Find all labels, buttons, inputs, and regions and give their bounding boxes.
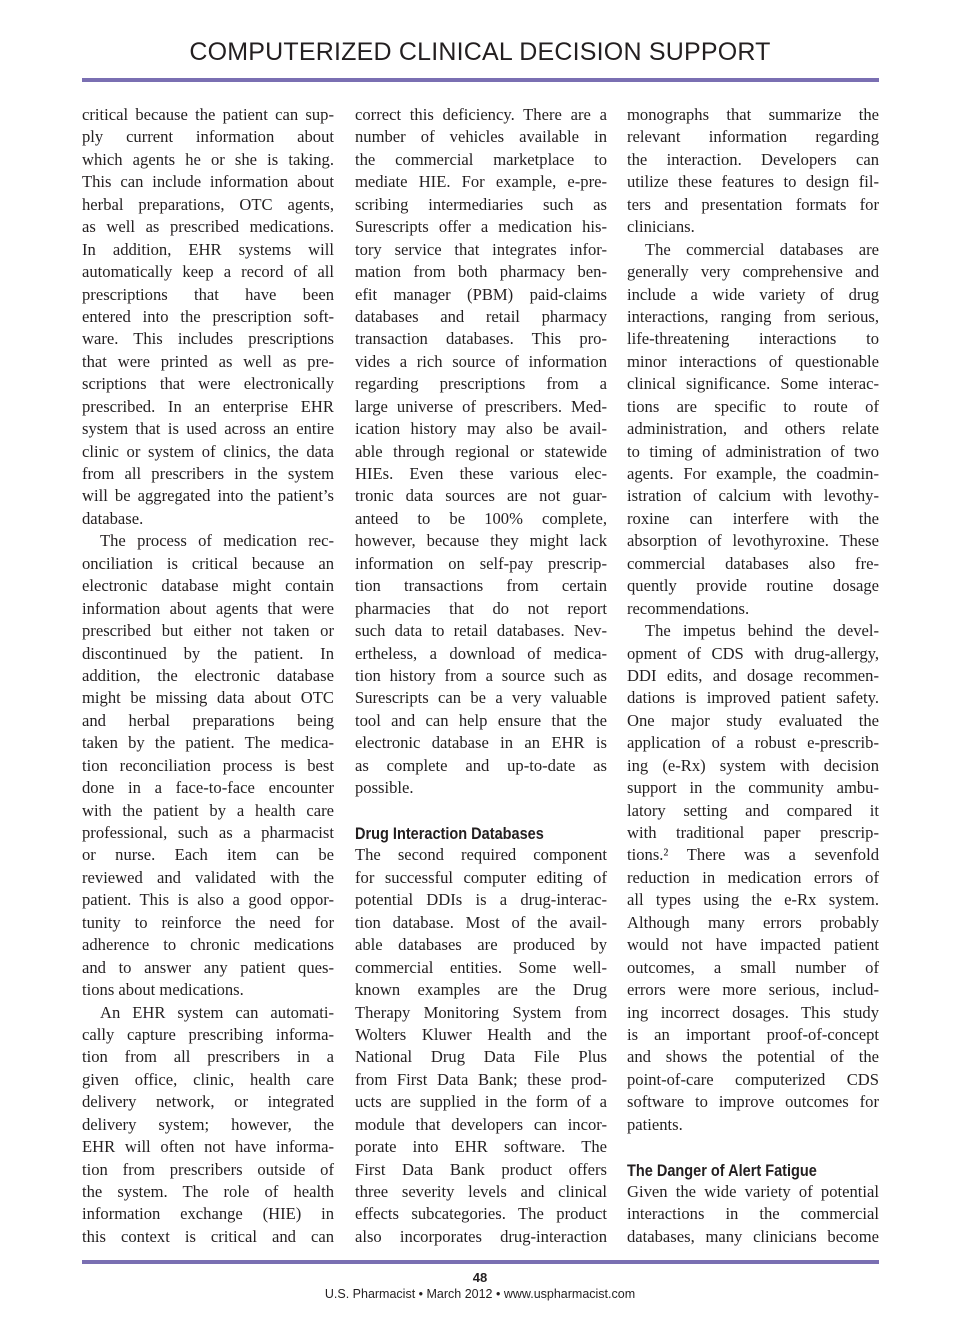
text-line: potential DDIs is a drug-interac- (355, 890, 607, 910)
text-line: Given the wide variety of potential (627, 1182, 879, 1201)
text-line: Although many errors probably (627, 912, 879, 932)
text-line: HIEs. Even these various elec- (355, 464, 607, 483)
text-line: with the patient by a health care (82, 800, 334, 820)
text-line: the commercial marketplace to (355, 149, 607, 169)
text-line: cally capture prescribing informa- (82, 1024, 334, 1044)
paragraph (627, 1181, 879, 1248)
text-line: scribing intermediaries such as (355, 194, 607, 214)
text-line: onciliation is critical because an (82, 553, 334, 573)
text-line: ters and presentation formats for (627, 194, 879, 214)
text-line: given office, clinic, health care (82, 1069, 334, 1089)
text-line: This can include information about (82, 172, 334, 192)
text-line: critical because the patient can sup- (82, 105, 334, 124)
text-line: ication history may also be avail- (355, 419, 607, 439)
text-line: done in a face-to-face encounter (82, 778, 334, 798)
text-line: patients. (627, 1114, 683, 1134)
spacer (355, 800, 607, 822)
text-line: also incorporates drug-interaction (355, 1226, 607, 1246)
text-line: tions about medications. (82, 980, 244, 1000)
text-line: information exchange (HIE) in (82, 1204, 334, 1224)
text-line: scriptions that were electronically (82, 374, 334, 394)
text-line: utilize these features to design fil- (627, 172, 879, 192)
text-line: ware. This includes prescriptions (82, 329, 334, 349)
text-line: opment of CDS with drug-allergy, (627, 643, 879, 663)
text-line: tion history from a source such as (355, 665, 607, 685)
paragraph (355, 844, 607, 1248)
text-line: istration of calcium with levothy- (627, 486, 879, 506)
text-line: system that is used across an entire (82, 419, 334, 439)
text-line: minor interactions of questionable (627, 351, 879, 371)
text-line: is an important proof-of-concept (627, 1024, 879, 1044)
text-line: National Drug Data File Plus (355, 1047, 607, 1067)
text-line: however, because they might lack (355, 531, 607, 551)
text-line: pharmacies that do not report (355, 598, 607, 618)
text-line: all types using the e-Rx system. (627, 890, 879, 910)
text-line: DDI edits, and dosage recommen- (627, 665, 879, 685)
text-line: latory setting and compared it (627, 800, 879, 820)
column-2 (355, 104, 607, 1248)
text-line: module that developers can incor- (355, 1114, 607, 1134)
text-line: or nurse. Each item can be (82, 845, 334, 865)
text-line: relevant information regarding (627, 127, 879, 147)
footer-rule (82, 1260, 879, 1264)
text-line: tion from all prescribers in a (82, 1047, 334, 1067)
text-line: discontinued by the patient. In (82, 643, 334, 663)
text-line: errors were more serious, includ- (627, 980, 879, 1000)
text-line: databases, many clinicians become (627, 1226, 879, 1246)
text-line: mediate HIE. For example, e-pre- (355, 172, 607, 192)
text-line: An EHR system can automati- (100, 1002, 334, 1022)
text-line: ing incorrect dosages. This study (627, 1002, 879, 1022)
text-line: The process of medication rec- (100, 531, 334, 551)
text-line: correct this deficiency. There are a (355, 105, 607, 124)
text-line: prescribed. In an enterprise EHR (82, 396, 334, 416)
text-line: which agents he or she is taking. (82, 149, 334, 169)
section-heading: Drug Interaction Databases (355, 825, 544, 843)
text-line: automatically keep a record of all (82, 262, 334, 282)
text-line: as well as prescribed medications. (82, 217, 334, 237)
text-line: support in the community ambu- (627, 778, 879, 798)
text-line: information about agents that were (82, 598, 334, 618)
text-line: able databases are produced by (355, 935, 607, 955)
text-line: clinic or system of clinics, the data (82, 441, 334, 461)
paragraph (355, 104, 607, 800)
text-line: commercial entities. Some well- (355, 957, 607, 977)
text-line: tion transactions from certain (355, 576, 607, 596)
text-line: The impetus behind the devel- (645, 621, 879, 641)
text-line: outcomes, a small number of (627, 957, 879, 977)
text-line: three severity levels and clinical (355, 1182, 607, 1201)
text-line: interactions in the commercial (627, 1204, 879, 1224)
paragraph (82, 104, 334, 530)
text-line: clinicians. (627, 217, 695, 237)
text-line: porate into EHR software. The (355, 1137, 607, 1157)
text-line: herbal preparations, OTC agents, (82, 194, 334, 214)
text-line: reduction in medication errors of (627, 867, 879, 887)
text-line: agents. For example, the coadmin- (627, 464, 879, 483)
text-line: database. (82, 508, 144, 528)
section-heading: The Danger of Alert Fatigue (627, 1161, 817, 1180)
footer-publication: U.S. Pharmacist • March 2012 • www.uspharmacist.com (324, 1287, 636, 1301)
column-3 (627, 104, 879, 1248)
text-line: reviewed and validated with the (82, 867, 334, 887)
text-line: to timing of administration of two (627, 441, 879, 461)
text-line: quently provide routine dosage (627, 576, 879, 596)
text-line: professional, such as a pharmacist (82, 823, 334, 842)
text-line: delivery system; however, the (82, 1114, 334, 1134)
page-title: COMPUTERIZED CLINICAL DECISION SUPPORT (189, 38, 771, 66)
spacer (627, 1136, 879, 1158)
text-line: electronic database might contain (82, 576, 334, 596)
text-line: Surescripts can be a very valuable (355, 688, 607, 708)
header-rule (82, 78, 879, 82)
text-line: include a wide variety of drug (627, 284, 879, 304)
text-line: EHR will often not have informa- (82, 1137, 334, 1157)
text-line: the interaction. Developers can (627, 149, 879, 169)
text-line: commercial databases also fre- (627, 553, 879, 573)
text-line: adherence to chronic medications (82, 935, 334, 955)
text-line: effects subcategories. The product (355, 1204, 607, 1224)
text-line: ing (e-Rx) system with decision (627, 755, 879, 775)
text-line: The second required component (355, 845, 607, 865)
text-line: from First Data Bank; these prod- (355, 1069, 607, 1089)
paragraph (627, 620, 879, 1136)
text-line: dations is improved patient safety. (627, 688, 879, 708)
text-line: delivery network, or integrated (82, 1092, 334, 1112)
paragraph (627, 104, 879, 239)
text-line: ply current information about (82, 127, 334, 147)
text-line: and to answer any patient ques- (82, 957, 334, 977)
text-line: tion from prescribers outside of (82, 1159, 334, 1179)
text-line: ertheless, a download of medica- (355, 643, 607, 663)
text-line: software to improve outcomes for (627, 1092, 879, 1112)
text-line: prescribed but either not taken or (82, 621, 334, 641)
paragraph (82, 1002, 334, 1249)
text-line: entered into the prescription soft- (82, 306, 334, 326)
column-1 (82, 104, 334, 1248)
text-line: anteed to be 100% complete, (355, 508, 607, 528)
text-line: First Data Bank product offers (355, 1159, 607, 1179)
text-line: known examples are the Drug (355, 980, 607, 1000)
text-line: for successful computer editing of (355, 867, 607, 887)
text-line: tion reconciliation process is best (82, 755, 334, 775)
text-line: will be aggregated into the patient’s (82, 486, 334, 506)
text-line: Surescripts offer a medication his- (355, 217, 607, 237)
text-line: and herbal preparations being (82, 710, 334, 730)
text-line: from all prescribers in the system (82, 464, 334, 483)
text-line: taken by the patient. The medica- (82, 733, 334, 753)
text-line: mation from both pharmacy ben- (355, 262, 607, 282)
text-line: this context is critical and can (82, 1226, 334, 1246)
text-line: The commercial databases are (645, 239, 879, 259)
text-line: life-threatening interactions to (627, 329, 879, 349)
text-line: clinical significance. Some interac- (627, 374, 879, 394)
text-line: such data to retail databases. Nev- (355, 621, 607, 641)
text-line: efit manager (PBM) paid-claims (355, 284, 607, 304)
text-line: One major study evaluated the (627, 710, 879, 730)
text-line: tions.² There was a sevenfold (627, 845, 879, 865)
text-line: tronic data sources are not guar- (355, 486, 607, 506)
text-line: application of a robust e-prescrib- (627, 733, 879, 753)
text-line: might be missing data about OTC (82, 688, 334, 708)
text-line: would not have impacted patient (627, 935, 879, 955)
text-line: In addition, EHR systems will (82, 239, 334, 259)
text-line: with traditional paper prescrip- (627, 823, 879, 842)
page-number: 48 (472, 1270, 488, 1285)
text-line: the system. The role of health (82, 1182, 334, 1201)
text-line: possible. (355, 778, 414, 798)
text-line: addition, the electronic database (82, 665, 334, 685)
text-line: as complete and up-to-date as (355, 755, 607, 775)
text-line: generally very comprehensive and (627, 262, 879, 282)
text-line: regarding prescriptions from a (355, 374, 607, 394)
text-line: prescriptions that have been (82, 284, 334, 304)
text-line: administration, and others relate (627, 419, 879, 439)
text-line: transaction databases. This pro- (355, 329, 607, 349)
text-line: tunity to reinforce the need for (82, 912, 334, 932)
text-line: tion database. Most of the avail- (355, 912, 607, 932)
text-line: tool and can help ensure that the (355, 710, 607, 730)
text-line: recommendations. (627, 598, 750, 618)
text-line: that were printed as well as pre- (82, 351, 334, 371)
text-line: ucts are supplied in the form of a (355, 1092, 607, 1112)
text-line: Therapy Monitoring System from (355, 1002, 607, 1022)
text-line: patient. This is also a good oppor- (82, 890, 334, 910)
text-line: number of vehicles available in (355, 127, 607, 147)
text-line: tory service that integrates infor- (355, 239, 607, 259)
text-line: and shows the potential of the (627, 1047, 879, 1067)
text-line: electronic database in an EHR is (355, 733, 607, 753)
text-line: absorption of levothyroxine. These (627, 531, 879, 551)
text-line: roxine can interfere with the (627, 508, 879, 528)
text-line: interactions, ranging from serious, (627, 306, 879, 326)
paragraph (627, 239, 879, 620)
text-line: point-of-care computerized CDS (627, 1069, 879, 1089)
text-line: databases and retail pharmacy (355, 306, 607, 326)
text-line: tions are specific to route of (627, 396, 879, 416)
paragraph (82, 530, 334, 1001)
text-line: able through regional or statewide (355, 441, 607, 461)
text-line: vides a rich source of information (355, 351, 607, 371)
text-line: Wolters Kluwer Health and the (355, 1024, 607, 1044)
text-line: large universe of prescribers. Med- (355, 396, 607, 416)
text-line: information on self-pay prescrip- (355, 553, 607, 573)
text-line: monographs that summarize the (627, 105, 879, 124)
